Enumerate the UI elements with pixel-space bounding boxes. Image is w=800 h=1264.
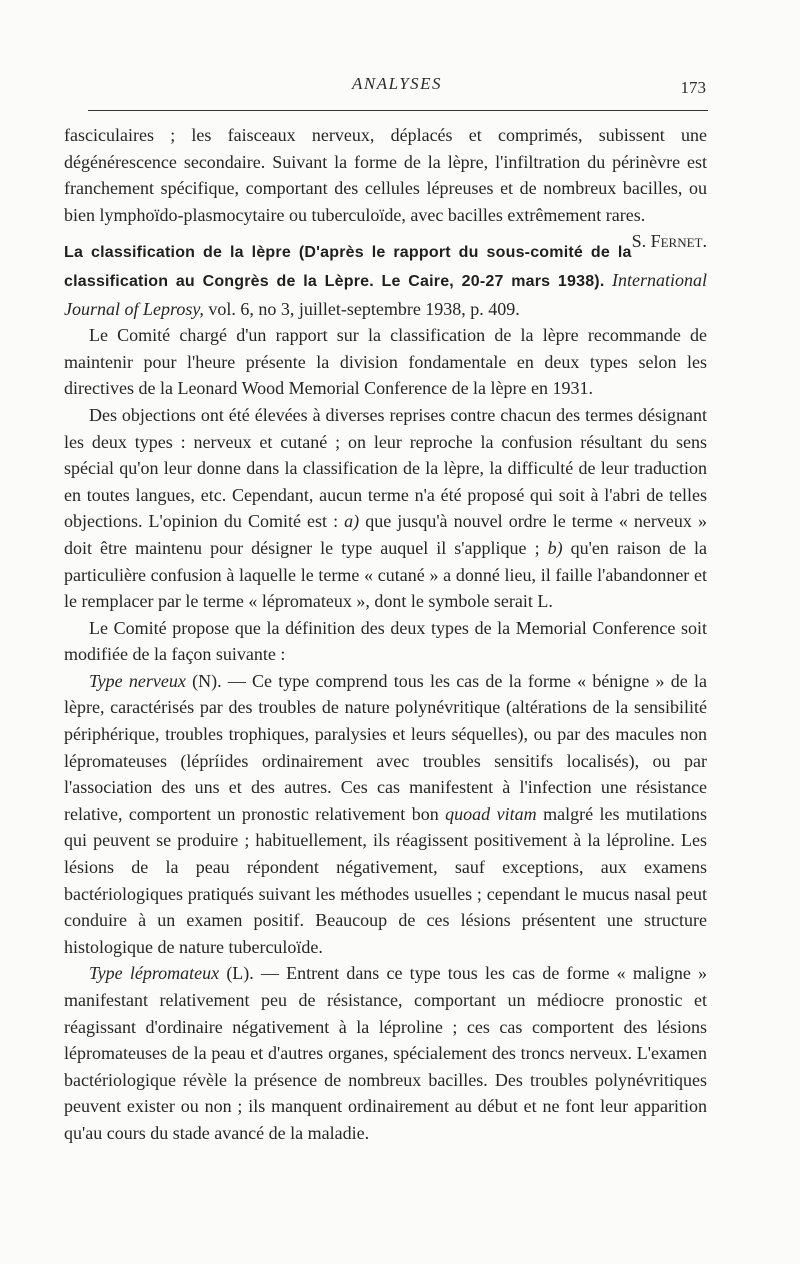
journal-name: International Journal of Leprosy, (64, 269, 708, 319)
paragraph-3: Le Comité propose que la définition des deux types de la Memorial Conference soit modifiée de la façon suivante : (64, 617, 707, 665)
type-nerveux-text-a: (N). — Ce type comprend tous les cas de la forme « bénigne » de la lèpre, caractérisés par des troubles de nature polynévritique (altérations de la sensibilité périphérique, troubles trophiques, paralysies et leurs séquelles), ou par des macules non lépromateuses (lépríides ordinairement avec troubles sensitifs localisés), ou par l'association des uns et des autres. Ces cas manifestent à l'infection une résistance relative, comportent un pronostic relativement bon (64, 670, 707, 824)
running-title: ANALYSES (351, 74, 443, 93)
author-signature: S. Fernet. (631, 231, 707, 252)
previous-article-text: fasciculaires ; les faisceaux nerveux, déplacés et comprimés, subissent une dégénérescence secondaire. Suivant la forme de la lèpre, l'infiltration du périnèvre est franchement spécifique, comportant des cellules lépreuses et de nombreux bacilles, ou bien lymphoïdo-plasmocytaire ou tuberculoïde, avec bacilles extrêmement rares. (64, 125, 707, 225)
article-title: La classification de la lèpre (D'après le rapport du sous-comité de la classification au Congrès de la Lèpre. Le Caire, 20-27 mars 1938). (64, 244, 632, 290)
citation-details: vol. 6, no 3, juillet-septembre 1938, p. 409. (203, 298, 520, 319)
previous-article-ending (64, 122, 707, 252)
page-header (88, 74, 706, 104)
type-nerveux-label: Type nerveux (89, 670, 186, 691)
page-body (64, 122, 707, 1147)
type-lepromateux-text: (L). — Entrent dans ce type tous les cas de forme « maligne » manifestant relativement peu de résistance, comportant un médiocre pronostic et réagissant d'ordinaire négativement à la léproline ; ces cas comportent des lésions lépromateuses de la peau et d'autres organes, spécialement des troncs nerveux. L'examen bactériologique révèle la présence de nombreux bacilles. Des troubles polynévritiques peuvent exister ou non ; ils manquent ordinairement au début et ne font leur apparition qu'au cours du stade avancé de la maladie. (64, 963, 707, 1143)
type-lepromateux-paragraph (64, 960, 707, 1146)
paragraph-1: Le Comité chargé d'un rapport sur la classification de la lèpre recommande de maintenir pour l'heure présente la division fondamentale en deux types selon les directives de la Leonard Wood Memorial Conference de la lèpre en 1931. (64, 325, 707, 399)
page-number: 173 (680, 78, 706, 97)
header-rule (88, 110, 708, 111)
item-b-marker: b) (547, 537, 563, 558)
item-a-marker: a) (344, 511, 360, 532)
paragraph-2 (64, 402, 707, 615)
paragraph-2-part-c: qu'en raison de la particulière confusion à laquelle le terme « cutané » a donné lieu, il faille l'abandonner et le remplacer par le terme « lépromateux », dont le symbole serait L. (64, 537, 708, 612)
latin-phrase: quoad vitam (445, 803, 537, 824)
paragraph-2-part-a: Des objections ont été élevées à diverses reprises contre chacun des termes désignant les deux types : nerveux et cutané ; on leur reproche la confusion résultant du sens spécial qu'on leur donne dans la classification de la lèpre, la difficulté de leur traduction en toutes langues, etc. Cependant, aucun terme n'a été proposé qui soit à l'abri de telles objections. L'opinion du Comité est : (64, 404, 707, 532)
type-nerveux-paragraph (64, 668, 707, 961)
article-heading (64, 238, 707, 322)
type-nerveux-text-b: malgré les mutilations qui peuvent se produire ; habituellement, ils réagissent positivement à la léproline. Les lésions de la peau répondent négativement, sauf exceptions, aux examens bactériologiques pratiqués suivant les méthodes usuelles ; cependant le mucus nasal peut conduire à un examen positif. Beaucoup de ces lésions présentent une structure histologique de nature tuberculoïde. (64, 803, 707, 957)
paragraph-2-part-b: que jusqu'à nouvel ordre le terme « nerveux » doit être maintenu pour désigner le type auquel il s'applique ; (64, 511, 707, 558)
type-lepromateux-label: Type lépromateux (89, 963, 220, 984)
